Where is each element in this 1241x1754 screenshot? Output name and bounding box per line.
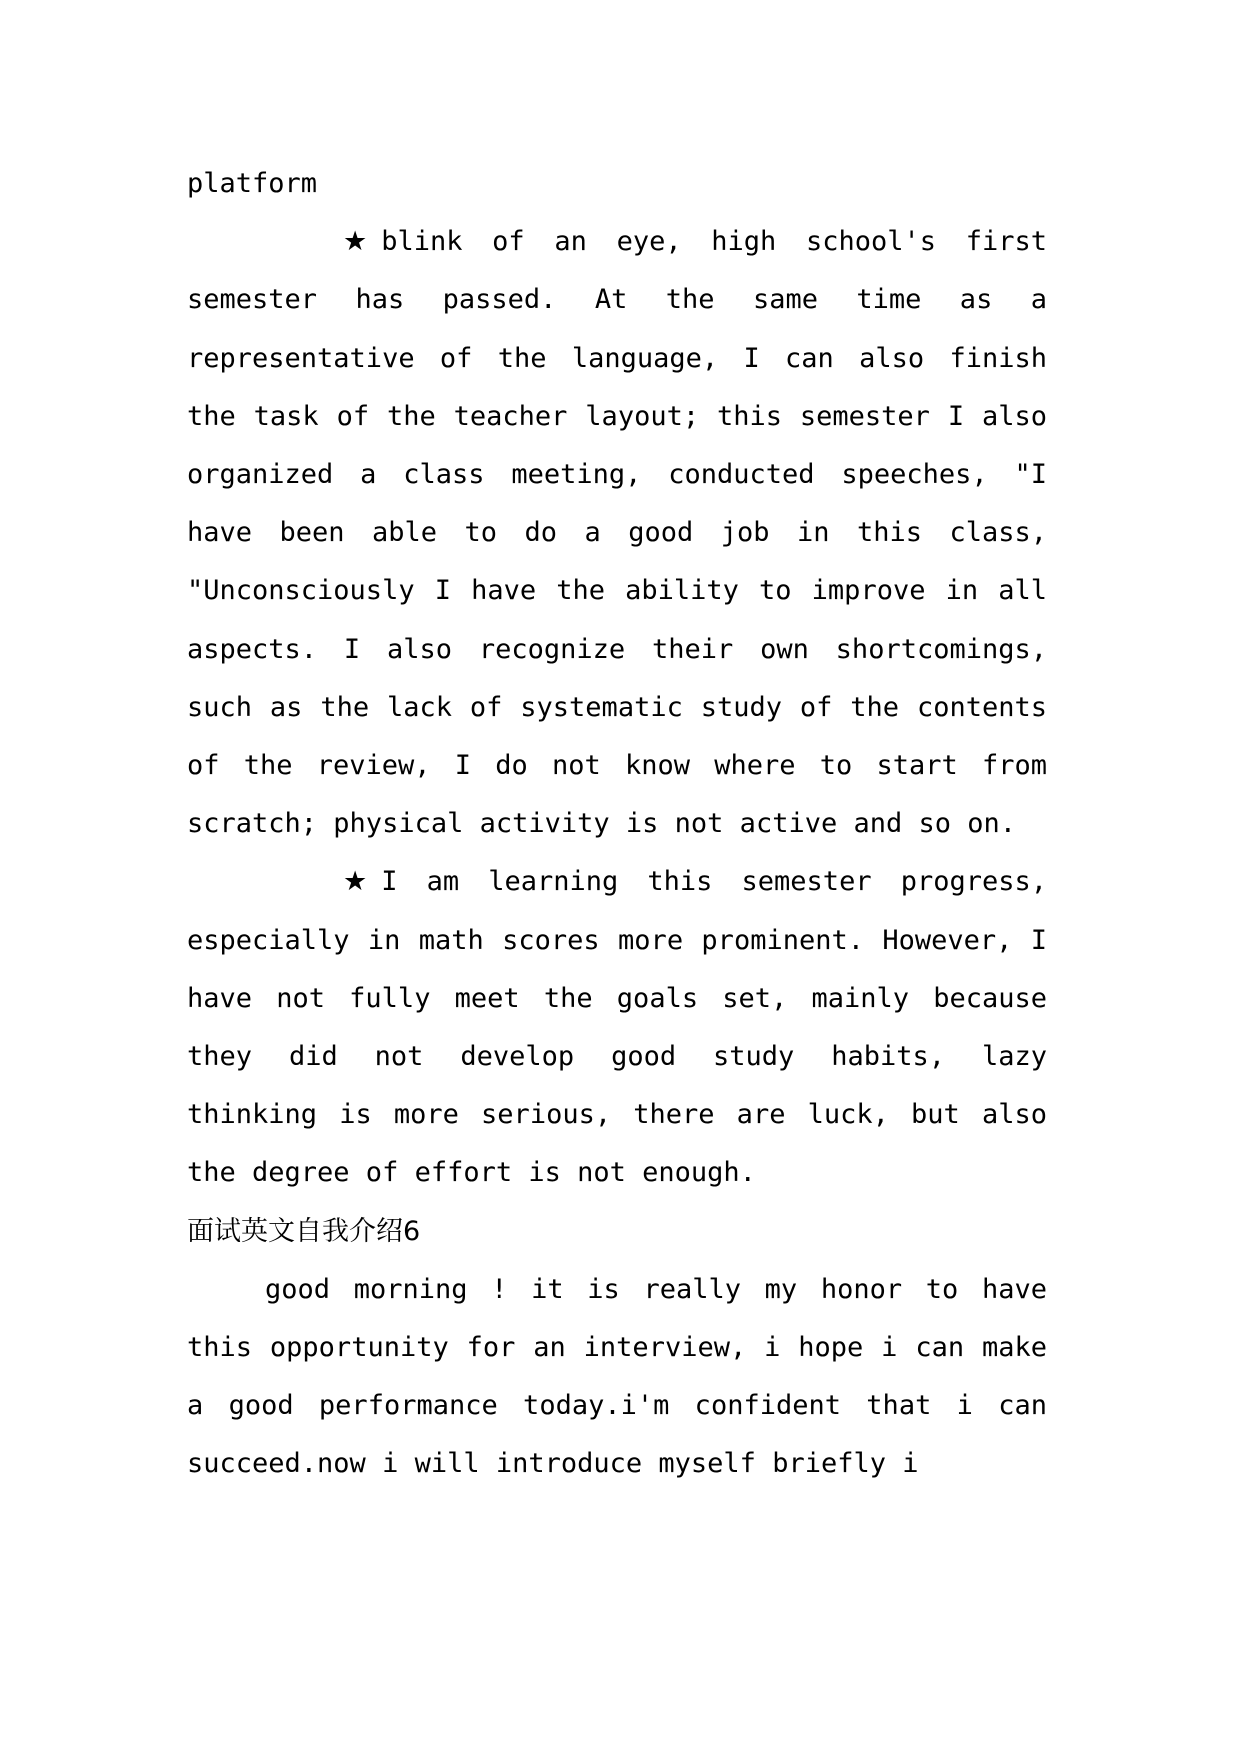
paragraph-text: good morning ! it is really my honor to have this opportunity for an interview, i hope i can make a good performance today.i'm confident that i can succeed.now i will introduce myself briefly i <box>187 1273 1047 1480</box>
document-body <box>187 155 1047 1494</box>
paragraph-interview-intro <box>187 1261 1047 1494</box>
paragraph-text: blink of an eye, high school's first semester has passed. At the same time as a representative of the language, I can also finish the task of the teacher layout; this semester I also organized a class meeting, conducted speeches, "I have been able to do a good job in this class, "Unconsciously I have the ability to improve in all aspects. I also recognize their own shortcomings, such as the lack of systematic study of the contents of the review, I do not know where to start from scratch; physical activity is not active and so on. <box>187 226 1047 840</box>
paragraph-text: I am learning this semester progress, especially in math scores more prominent. However, I have not fully meet the goals set, mainly because they did not develop good study habits, lazy thinking is more serious, there are luck, but also the degree of effort is not enough. <box>187 866 1047 1189</box>
paragraph-semester-summary <box>187 213 1047 853</box>
continuation-text: platform <box>187 168 318 199</box>
paragraph-continuation <box>187 155 1047 213</box>
paragraph-learning-progress <box>187 853 1047 1202</box>
star-bullet-icon: ★ <box>343 866 368 898</box>
section-heading: 面试英文自我介绍6 <box>187 1215 421 1247</box>
star-bullet-icon: ★ <box>343 226 368 258</box>
